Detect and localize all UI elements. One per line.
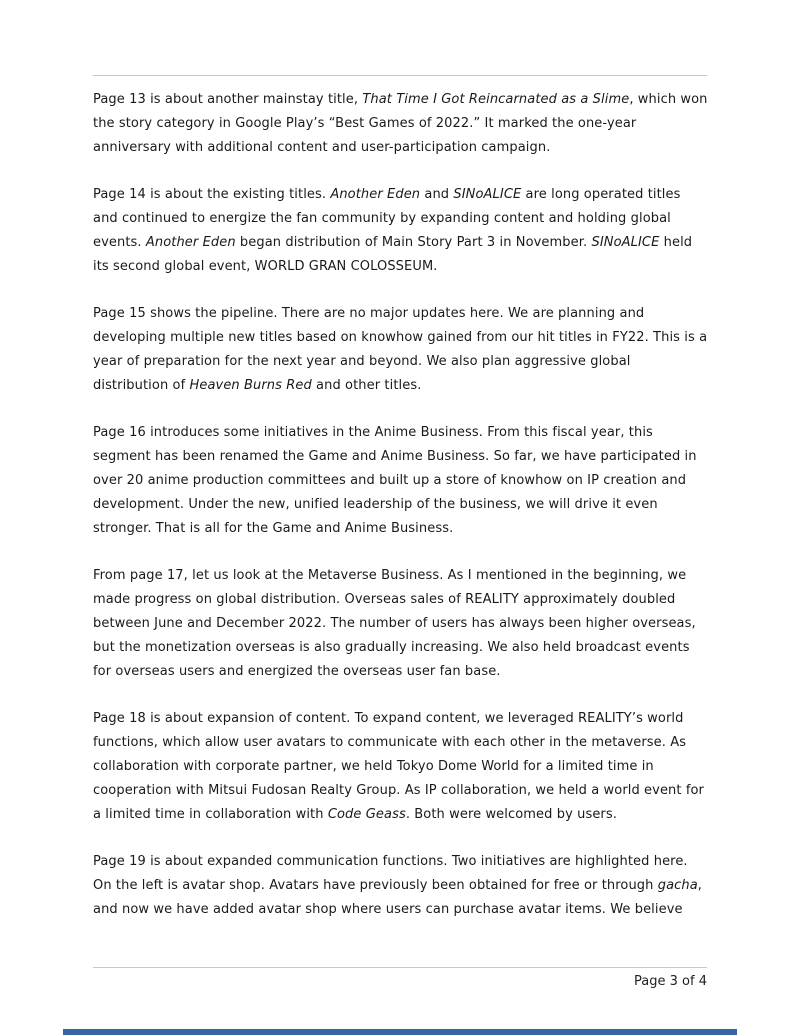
- text-run: held its second global event, WORLD GRAN COLOSSEUM.: [93, 235, 693, 274]
- text-run: Page 19 is about expanded communication functions. Two initiatives are highlighted here. On the left is avatar shop. Avatars have previously been obtained for free or through: [93, 854, 688, 893]
- paragraph: [93, 564, 709, 684]
- paragraph: [93, 88, 709, 160]
- text-run: Page 13 is about another mainstay title,: [93, 92, 363, 107]
- paragraph: [93, 707, 709, 827]
- text-run: , and now we have added avatar shop where users can purchase avatar items. We believe: [93, 878, 703, 917]
- text-run: and other titles.: [311, 378, 422, 393]
- italic-title-run: gacha: [657, 878, 698, 893]
- paragraph: [93, 850, 709, 922]
- page-footer: [93, 973, 707, 991]
- text-run: Page 16 introduces some initiatives in the Anime Business. From this fiscal year, this segment has been renamed the Game and Anime Business. So far, we have participated in over 20 anime production committees and built up a store of knowhow on IP creation and development. Under the new, unified leadership of the business, we will drive it even stronger. That is all for the Game and Anime Business.: [93, 425, 697, 536]
- italic-title-run: SINoALICE: [591, 235, 660, 250]
- bottom-rule: [93, 967, 707, 968]
- italic-title-run: SINoALICE: [453, 187, 522, 202]
- italic-title-run: Code Geass: [327, 807, 406, 822]
- paragraph: [93, 183, 709, 279]
- italic-title-run: Another Eden: [145, 235, 236, 250]
- italic-title-run: That Time I Got Reincarnated as a Slime: [362, 92, 630, 107]
- text-run: . Both were welcomed by users.: [405, 807, 617, 822]
- text-run: and: [420, 187, 454, 202]
- text-run: Page 14 is about the existing titles.: [93, 187, 331, 202]
- text-run: began distribution of Main Story Part 3 in November.: [235, 235, 592, 250]
- italic-title-run: Another Eden: [330, 187, 421, 202]
- text-run: From page 17, let us look at the Metaverse Business. As I mentioned in the beginning, we made progress on global distribution. Overseas sales of REALITY approximately doubled between June and December 2022. The number of users has always been higher overseas, but the monetization overseas is also gradually increasing. We also held broadcast events for overseas users and energized the overseas user fan base.: [93, 568, 696, 679]
- italic-title-run: Heaven Burns Red: [189, 378, 312, 393]
- text-run: Page 15 shows the pipeline. There are no major updates here. We are planning and developing multiple new titles based on knowhow gained from our hit titles in FY22. This is a year of preparation for the next year and beyond. We also plan aggressive global distribution of: [93, 306, 708, 393]
- bottom-accent-bar: [63, 1029, 737, 1035]
- text-run: are long operated titles and continued to energize the fan community by expanding content and holding global events.: [93, 187, 681, 250]
- text-run: , which won the story category in Google Play’s “Best Games of 2022.” It marked the one-year anniversary with additional content and user-participation campaign.: [93, 92, 708, 155]
- paragraph: [93, 302, 709, 398]
- paragraph: [93, 421, 709, 541]
- top-rule: [93, 75, 707, 76]
- text-run: Page 18 is about expansion of content. To expand content, we leveraged REALITY’s world functions, which allow user avatars to communicate with each other in the metaverse. As collaboration with corporate partner, we held Tokyo Dome World for a limited time in cooperation with Mitsui Fudosan Realty Group. As IP collaboration, we held a world event for a limited time in collaboration with: [93, 711, 704, 822]
- page-number: Page 3 of 4: [634, 974, 707, 989]
- body-text: [93, 88, 709, 945]
